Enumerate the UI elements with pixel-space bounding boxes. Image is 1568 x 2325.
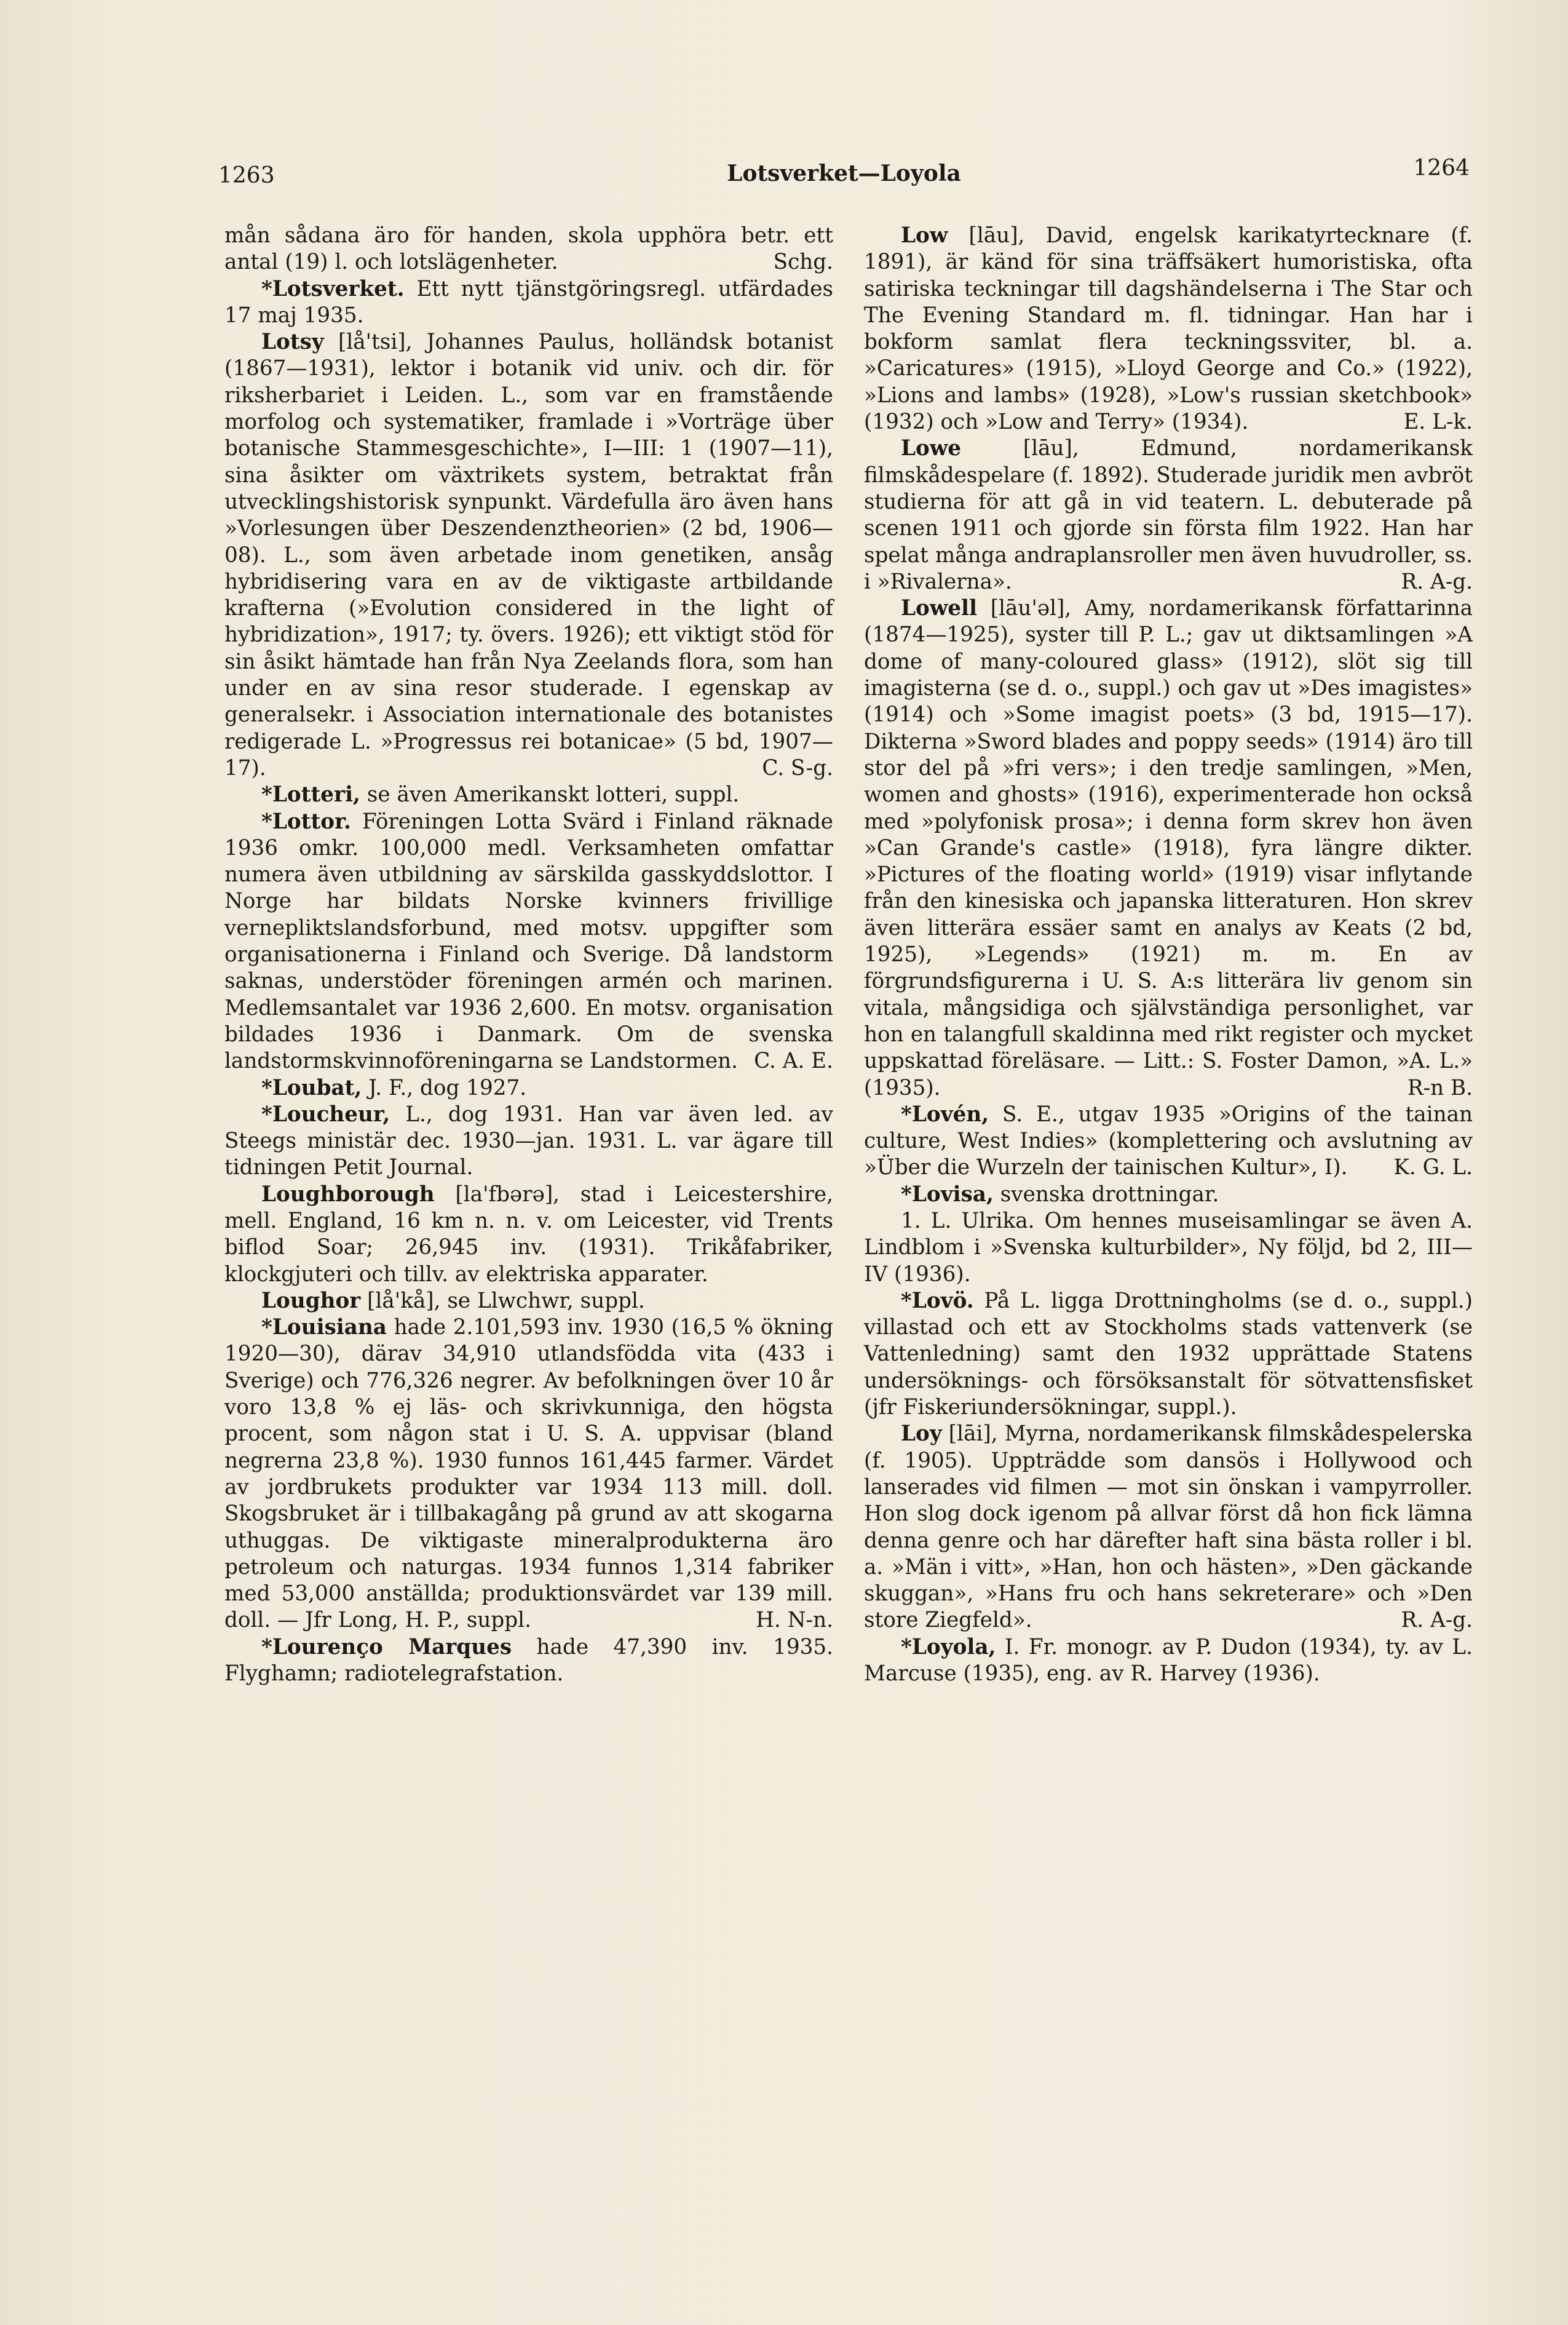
- author-signature: R. A-g.: [1401, 1608, 1473, 1633]
- author-signature: K. G. L.: [1393, 1155, 1473, 1180]
- entry-text: hade 47,390 inv. 1935. Flyghamn; radiotelegrafstation.: [224, 1634, 833, 1687]
- author-signature: C. A. E.: [754, 1049, 833, 1074]
- entry-headword: *Loucheur,: [261, 1102, 390, 1127]
- entry-headword: Lowe: [901, 436, 962, 461]
- entry-headword: *Lottor.: [261, 809, 351, 834]
- author-signature: R-n B.: [1407, 1075, 1473, 1100]
- entry-text: hade 2.101,593 inv. 1930 (16,5 % ökning 1920—30), därav 34,910 utlandsfödda vita (433 i Sverige) och 776,326 negrer. Av befolkningen över 10 år voro 13,8 % ej läs- och skrivkunniga, den högsta procent, som någon stat i U. S. A. uppvisar (bland negrerna 23,8 %). 1930 funnos 161,445 farmer. Värdet av jordbrukets produkter var 1934 113 mill. doll. Skogsbruket är i tillbakagång på grund av att skogarna uthuggas. De viktigaste mineralprodukterna äro petroleum och naturgas. 1934 funnos 1,314 fabriker med 53,000 anställda; produktionsvärdet var 139 mill. doll. — Jfr Long, H. P., suppl.: [224, 1315, 833, 1633]
- dictionary-entry: [864, 1288, 1473, 1421]
- entry-headword: Lowell: [901, 596, 977, 621]
- entry-text: [la'fbərə], stad i Leicestershire, mell. England, 16 km n. n. v. om Leicester, vid Trents biflod Soar; 26,945 inv. (1931). Trikåfabriker, klockgjuteri och tillv. av elektriska apparater.: [224, 1182, 834, 1287]
- dictionary-entry: [864, 1634, 1473, 1688]
- dictionary-entry: [224, 223, 833, 276]
- entry-text: [lå'kå], se Llwchwr, suppl.: [367, 1288, 645, 1313]
- entry-text: På L. ligga Drottningholms (se d. o., suppl.) villastad och ett av Stockholms stads vattenverk (se Vattenledning) samt den 1932 upprättade Statens undersöknings- och försöksanstalt för sötvattensfisket (jfr Fiskeriundersökningar, suppl.).: [864, 1288, 1473, 1420]
- entry-text: Föreningen Lotta Svärd i Finland räknade 1936 omkr. 100,000 medl. Verksamheten omfattar numera även utbildning av särskilda gasskyddslottor. I Norge har bildats Norske kvinners frivillige vernepliktslandsforbund, med motsv. uppgifter som organisationerna i Finland och Sverige. Då landstorm saknas, understöder föreningen armén och marinen. Medlemsantalet var 1936 2,600. En motsv. organisation bildades 1936 i Danmark. Om de svenska landstormskvinnoföreningarna se Landstormen.: [224, 809, 833, 1074]
- entry-text: S. E., utgav 1935 »Origins of the tainan culture, West Indies» (komplettering och avslutning av »Über die Wurzeln der tainischen Kultur», I).: [864, 1102, 1473, 1180]
- dictionary-entry: [224, 809, 833, 1075]
- dictionary-entry: [864, 223, 1473, 435]
- left-column: [224, 223, 833, 1687]
- entry-headword: *Lourenço Marques: [261, 1634, 512, 1659]
- entry-headword: Lotsy: [261, 330, 324, 355]
- dictionary-entry: [224, 1634, 833, 1688]
- entry-text: [lå'tsi], Johannes Paulus, holländsk botanist (1867—1931), lektor i botanik vid univ. och dir. för riksherbariet i Leiden. L., som var en framstående morfolog och systematiker, framlade i »Vorträge über botanische Stammesgeschichte», I—III: 1 (1907—11), sina åsikter om växtrikets system, betraktat från utvecklingshistorisk synpunkt. Värdefulla äro även hans »Vorlesungen über Deszendenztheorien» (2 bd, 1906—08). L., som även arbetade inom genetiken, ansåg hybridisering vara en av de viktigaste artbildande krafterna (»Evolution considered in the light of hybridization», 1917; ty. övers. 1926); ett viktigt stöd för sin åsikt hämtade han från Nya Zeelands flora, som han under en av sina resor studerade. I egenskap av generalsekr. i Association internationale des botanistes redigerade L. »Progressus rei botanicae» (5 bd, 1907—17).: [224, 330, 834, 781]
- entry-headword: Loughborough: [261, 1182, 435, 1207]
- dictionary-entry: [864, 1182, 1473, 1208]
- entry-text: svenska drottningar.: [1000, 1182, 1219, 1207]
- author-signature: E. L-k.: [1403, 410, 1473, 435]
- right-page-number: 1264: [1413, 156, 1470, 181]
- author-signature: H. N-n.: [756, 1608, 833, 1633]
- dictionary-entry: [224, 1314, 833, 1634]
- entry-text: [lāu], David, engelsk karikatyrtecknare (f. 1891), är känd för sina träffsäkert humoristiska, ofta satiriska teckningar till dagshändelserna i The Star och The Evening Standard m. fl. tidningar. Han har i bokform samlat flera teckningssviter, bl. a. »Caricatures» (1915), »Lloyd George and Co.» (1922), »Lions and lambs» (1928), »Low's russian sketchbook» (1932) och »Low and Terry» (1934).: [864, 223, 1473, 435]
- entry-headword: Loughor: [261, 1288, 361, 1313]
- entry-headword: *Loyola,: [901, 1634, 996, 1659]
- entry-headword: *Loubat,: [261, 1075, 362, 1100]
- dictionary-entry: [224, 1075, 833, 1102]
- entry-text: L., dog 1931. Han var även led. av Steegs ministär dec. 1930—jan. 1931. L. var ägare till tidningen Petit Journal.: [224, 1102, 833, 1180]
- entry-headword: *Lovén,: [901, 1102, 989, 1127]
- entry-text: [lāu], Edmund, nordamerikansk filmskådespelare (f. 1892). Studerade juridik men avbröt studierna för att gå in vid teatern. L. debuterade på scenen 1911 och gjorde sin första film 1922. Han har spelat många andraplansroller men även huvudroller, ss. i »Rivalerna».: [864, 436, 1473, 594]
- entry-headword: *Lovö.: [901, 1288, 974, 1313]
- entry-text: 1. L. Ulrika. Om hennes museisamlingar se även A. Lindblom i »Svenska kulturbilder», Ny följd, bd 2, III—IV (1936).: [864, 1208, 1473, 1287]
- entry-text: [lāu'əl], Amy, nordamerikansk författarinna (1874—1925), syster till P. L.; gav ut diktsamlingen »A dome of many-coloured glass» (1912), slöt sig till imagisterna (se d. o., suppl.) och gav ut »Des imagistes» (1914) och »Some imagist poets» (3 bd, 1915—17). Dikterna »Sword blades and poppy seeds» (1914) äro till stor del på »fri vers»; i den tredje samlingen, »Men, women and ghosts» (1916), experimenterade hon också med »polyfonisk prosa»; i denna form skrev hon även »Can Grande's castle» (1918), fyra längre dikter. »Pictures of the floating world» (1919) visar inflytande från den kinesiska och japanska litteraturen. Hon skrev även litterära essäer samt en analys av Keats (2 bd, 1925), »Legends» (1921) m. m. En av förgrundsfigurerna i U. S. A:s litterära liv genom sin vitala, mångsidiga och självständiga personlighet, var hon en talangfull skaldinna med rikt register och mycket uppskattad föreläsare. — Litt.: S. Foster Damon, »A. L.» (1935).: [864, 596, 1473, 1100]
- entry-text: Ett nytt tjänstgöringsregl. utfärdades 17 maj 1935.: [224, 276, 833, 328]
- dictionary-entry: [224, 782, 833, 808]
- entry-text: [lāi], Myrna, nordamerikansk filmskådespelerska (f. 1905). Uppträdde som dansös i Hollywood och lanserades vid filmen — mot sin önskan i vampyrroller. Hon slog dock igenom på allvar först då hon fick lämna denna genre och har därefter haft sina bästa roller i bl. a. »Män i vitt», »Han, hon och hästen», »Den gäckande skuggan», »Hans fru och hans sekreterare» och »Den store Ziegfeld».: [864, 1421, 1473, 1633]
- dictionary-entry: [864, 435, 1473, 595]
- dictionary-entry: [864, 1421, 1473, 1634]
- dictionary-entry: [224, 329, 833, 782]
- entry-headword: *Louisiana: [261, 1315, 387, 1340]
- entry-headword: *Lotsverket.: [261, 276, 405, 301]
- author-signature: R. A-g.: [1401, 569, 1473, 594]
- author-signature: Schg.: [773, 250, 833, 275]
- dictionary-entry: [864, 1102, 1473, 1182]
- entry-text: I. Fr. monogr. av P. Dudon (1934), ty. av L. Marcuse (1935), eng. av R. Harvey (1936).: [864, 1634, 1473, 1687]
- entry-headword: *Lovisa,: [901, 1182, 994, 1207]
- author-signature: C. S-g.: [762, 755, 833, 781]
- dictionary-entry: [224, 1182, 833, 1288]
- dictionary-entry: [864, 1208, 1473, 1288]
- entry-headword: Low: [901, 223, 948, 248]
- dictionary-entry: [864, 595, 1473, 1102]
- entry-headword: *Lotteri,: [261, 782, 360, 808]
- page-header: [218, 157, 1470, 194]
- dictionary-entry: [224, 276, 833, 330]
- entry-text: J. F., dog 1927.: [368, 1075, 527, 1100]
- entry-text: mån sådana äro för handen, skola upphöra betr. ett antal (19) l. och lotslägenheter.: [224, 223, 833, 275]
- dictionary-entry: [224, 1102, 833, 1182]
- running-title: Lotsverket—Loyola: [727, 161, 961, 186]
- left-page-number: 1263: [218, 163, 275, 188]
- dictionary-entry: [224, 1288, 833, 1314]
- entry-text: se även Amerikanskt lotteri, suppl.: [366, 782, 740, 808]
- entry-headword: Loy: [901, 1421, 942, 1447]
- right-column: [864, 223, 1473, 1687]
